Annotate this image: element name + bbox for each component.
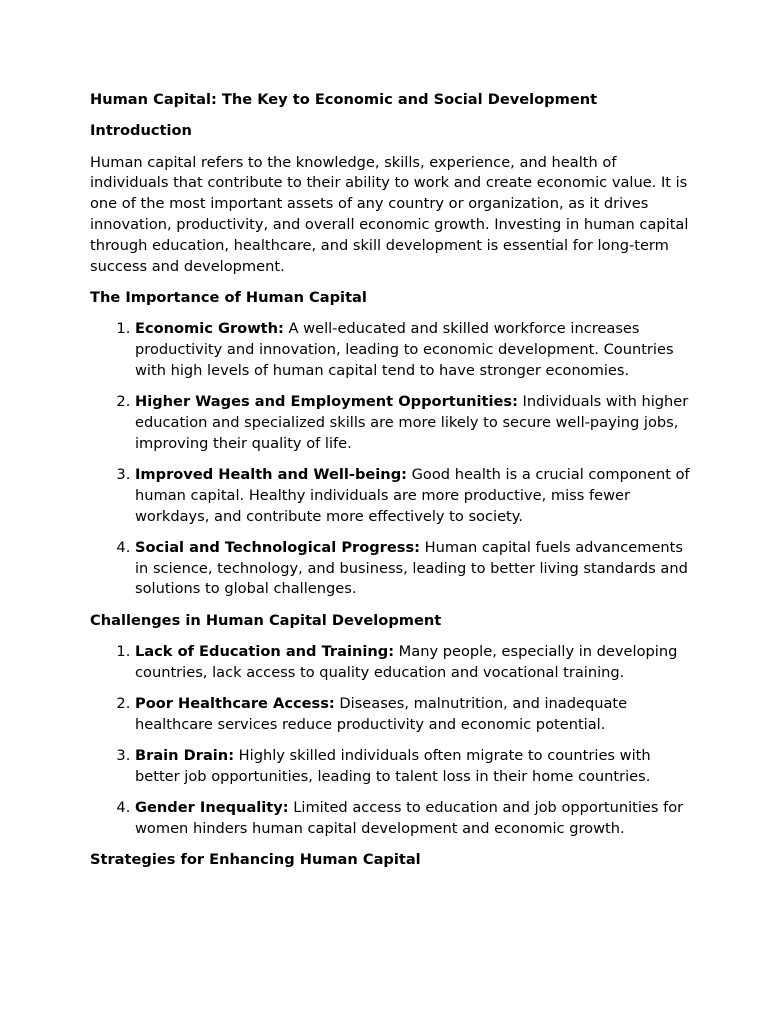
list-item-term: Improved Health and Well-being: [135,465,407,483]
introduction-heading: Introduction [90,122,192,140]
list-item-term: Lack of Education and Training: [135,643,395,661]
list-item-term: Social and Technological Progress: [135,538,420,556]
list-item [135,392,690,454]
list-item-term: Higher Wages and Employment Opportunities: [135,393,518,411]
introduction-paragraph: Human capital refers to the knowledge, skills, experience, and health of individuals that contribute to their ability to work and create economic value. It is one of the most important assets of any country or organization, as it drives innovation, productivity, and overall economic growth. Investing in human capital through education, healthcare, and skill development is essential for long-term success and development. [90,153,689,275]
importance-list [90,319,690,600]
challenges-heading: Challenges in Human Capital Development [90,611,442,629]
list-item-text: Good health is a crucial component of human capital. Healthy individuals are more productive, miss fewer workdays, and contribute more effectively to society. [135,465,690,525]
list-item [135,465,690,527]
list-item [135,746,690,788]
list-item-term: Brain Drain: [135,747,235,765]
list-item-text: Limited access to education and job opportunities for women hinders human capital development and economic growth. [135,799,684,838]
list-item [135,319,690,381]
list-item-text: Highly skilled individuals often migrate to countries with better job opportunities, leading to talent loss in their home countries. [135,747,651,786]
list-item-term: Economic Growth: [135,320,284,338]
list-item-term: Poor Healthcare Access: [135,695,335,713]
list-item [135,694,690,736]
document-title: Human Capital: The Key to Economic and Social Development [90,91,598,108]
list-item-text: Many people, especially in developing countries, lack access to quality education and vocational training. [135,643,678,681]
list-item [135,538,690,600]
list-item-text: Human capital fuels advancements in science, technology, and business, leading to better living standards and solutions to global challenges. [135,538,688,598]
list-item [135,642,690,684]
list-item [135,798,690,840]
list-item-term: Gender Inequality: [135,799,289,817]
document-page [90,90,690,882]
strategies-heading: Strategies for Enhancing Human Capital [90,851,421,869]
list-item-text: Diseases, malnutrition, and inadequate healthcare services reduce productivity and economic potential. [135,695,628,733]
challenges-list [90,642,690,840]
list-item-text: A well-educated and skilled workforce increases productivity and innovation, leading to economic development. Countries with high levels of human capital tend to have stronger economies. [135,320,674,379]
importance-heading: The Importance of Human Capital [90,288,367,306]
list-item-text: Individuals with higher education and specialized skills are more likely to secure well-paying jobs, improving their quality of life. [135,393,689,452]
